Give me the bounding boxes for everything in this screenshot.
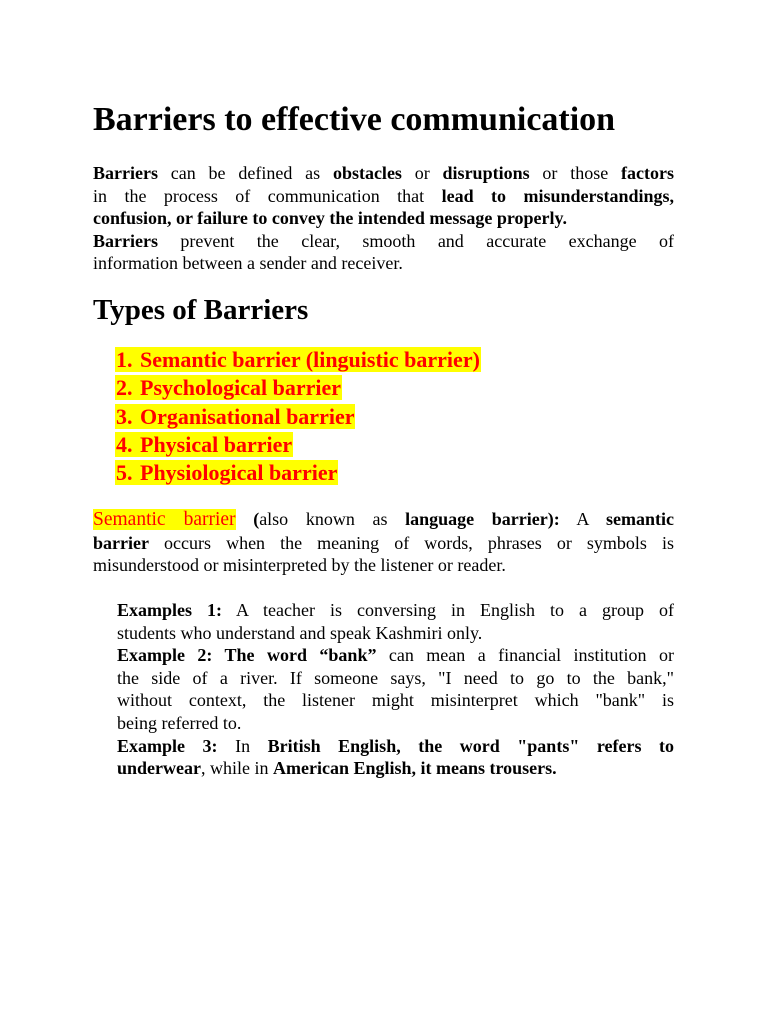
example-line bbox=[117, 689, 674, 712]
highlighted-item bbox=[115, 460, 338, 485]
bold-term: semantic bbox=[606, 509, 674, 529]
item-label: Semantic barrier (linguistic barrier) bbox=[140, 347, 480, 372]
bold-term: ( bbox=[235, 509, 260, 529]
types-list bbox=[115, 346, 481, 487]
definition-line bbox=[93, 162, 674, 185]
bold-term: underwear bbox=[117, 758, 201, 779]
text-run: information between a sender and receiver. bbox=[93, 253, 403, 274]
bold-term: disruptions bbox=[442, 163, 530, 183]
example-label: Example 2: The word “bank” bbox=[117, 645, 377, 666]
highlighted-item bbox=[115, 404, 355, 429]
semantic-line bbox=[93, 508, 674, 532]
text-run: or those bbox=[529, 163, 622, 183]
item-number: 2. bbox=[116, 375, 133, 401]
text-run: the side of a river. If someone says, "I need to go to the bank," bbox=[117, 667, 674, 688]
highlighted-item bbox=[115, 375, 342, 400]
bold-term: American English, it means trousers. bbox=[273, 758, 557, 779]
semantic-line bbox=[93, 532, 674, 555]
item-label: Physical barrier bbox=[140, 431, 293, 457]
item-label: Psychological barrier bbox=[140, 375, 342, 401]
semantic-line bbox=[93, 554, 674, 577]
bold-term: lead to misunderstandings, bbox=[441, 185, 674, 206]
bold-term: factors bbox=[621, 163, 674, 183]
types-list-item bbox=[115, 346, 481, 374]
text-run: , while in bbox=[201, 758, 273, 779]
definition-line bbox=[93, 252, 674, 275]
types-list-item bbox=[115, 459, 481, 487]
bold-term: confusion, or failure to convey the intended message properly. bbox=[93, 208, 567, 229]
example-label: Examples 1: bbox=[117, 600, 223, 620]
example-line bbox=[117, 735, 674, 758]
example-line bbox=[117, 622, 674, 645]
item-number: 4. bbox=[116, 431, 133, 457]
item-label: Organisational barrier bbox=[140, 403, 355, 429]
item-number: 3. bbox=[116, 403, 133, 429]
examples-block bbox=[117, 599, 674, 780]
example-line bbox=[117, 757, 674, 780]
text-run: without context, the listener might misinterpret which "bank" is bbox=[117, 690, 674, 711]
definition-line bbox=[93, 207, 674, 230]
example-line bbox=[117, 712, 674, 735]
text-run: in the process of communication that bbox=[93, 185, 442, 206]
highlighted-term: Semantic barrier bbox=[93, 509, 236, 530]
text-run: In bbox=[217, 735, 268, 756]
text-run: can be defined as bbox=[157, 163, 333, 183]
item-number: 1. bbox=[116, 347, 133, 372]
bold-term: Barriers bbox=[93, 163, 158, 183]
text-run: can mean a financial institution or bbox=[376, 645, 674, 666]
definition-line bbox=[93, 230, 674, 253]
bold-term: obstacles bbox=[332, 163, 402, 183]
text-run: occurs when the meaning of words, phrases or symbols is bbox=[148, 532, 674, 553]
types-list-item bbox=[115, 374, 481, 402]
text-run: misunderstood or misinterpreted by the listener or reader. bbox=[93, 555, 506, 576]
example-label: Example 3: bbox=[117, 735, 218, 756]
highlighted-item bbox=[115, 347, 481, 372]
example-line bbox=[117, 599, 674, 622]
definition-line bbox=[93, 185, 674, 208]
definition-paragraph bbox=[93, 162, 674, 275]
page-title: Barriers to effective communication bbox=[93, 101, 616, 138]
highlighted-item bbox=[115, 432, 293, 457]
item-label: Physiological barrier bbox=[140, 460, 338, 486]
example-line bbox=[117, 667, 674, 690]
item-number: 5. bbox=[116, 460, 133, 486]
types-list-item bbox=[115, 431, 481, 459]
bold-term: Barriers bbox=[93, 230, 158, 251]
text-run: being referred to. bbox=[117, 712, 242, 733]
types-list-item bbox=[115, 403, 481, 431]
text-run: prevent the clear, smooth and accurate exchange of bbox=[157, 230, 674, 251]
text-run: students who understand and speak Kashmiri only. bbox=[117, 622, 483, 643]
text-run: A teacher is conversing in English to a group of bbox=[222, 600, 675, 620]
bold-term: language barrier): bbox=[405, 509, 560, 529]
bold-term: barrier bbox=[93, 532, 149, 553]
text-run: also known as bbox=[259, 509, 406, 529]
semantic-paragraph bbox=[93, 508, 674, 577]
types-heading: Types of Barriers bbox=[93, 294, 309, 326]
bold-term: British English, the word "pants" refers to bbox=[267, 735, 675, 756]
example-line bbox=[117, 644, 674, 667]
text-run: or bbox=[401, 163, 443, 183]
text-run: A bbox=[559, 509, 607, 529]
